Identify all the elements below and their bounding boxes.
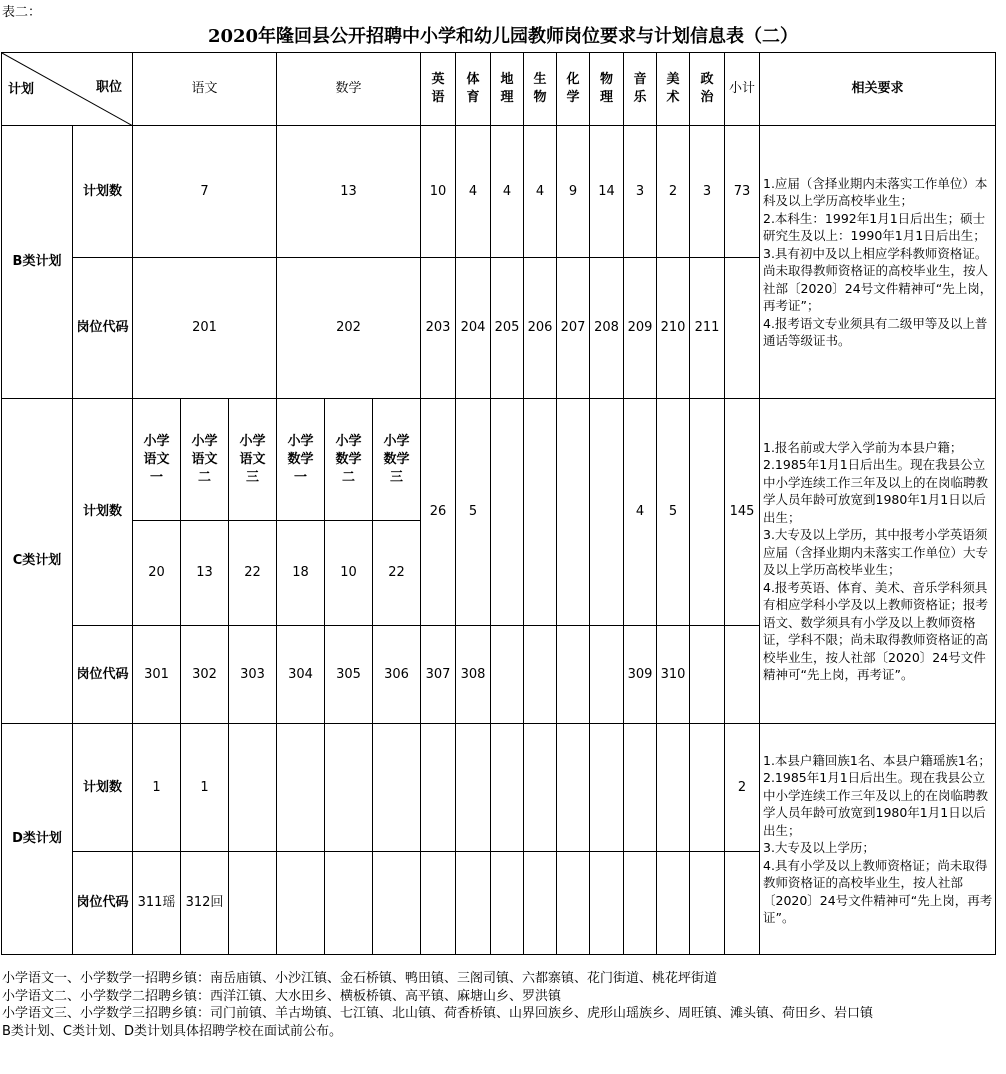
- footnote-1: 小学语文一、小学数学一招聘乡镇：南岳庙镇、小沙江镇、金石桥镇、鸭田镇、三阁司镇、六都寨镇、花门街道、桃花坪街道: [2, 971, 718, 986]
- c-code-politics: [690, 626, 725, 724]
- b-yuwen-count: 7: [133, 126, 277, 258]
- b-count-music: 3: [624, 126, 657, 258]
- c-subject-shuxue-3: 小学 数学 三: [373, 399, 421, 521]
- c-count-pe: 5: [456, 399, 491, 626]
- c-count-politics: [690, 399, 725, 626]
- b-count-chemistry: 9: [557, 126, 590, 258]
- c-count-shuxue-2: 10: [325, 521, 373, 626]
- d-req-4: 4.具有小学及以上教师资格证；尚未取得教师资格证的高校毕业生，按人社部〔2020〕24号文件精神可“先上岗，再考证”。: [763, 857, 993, 925]
- header-english: 英 语: [421, 53, 456, 126]
- footnote-3: 小学语文三、小学数学三招聘乡镇：司门前镇、羊古坳镇、七江镇、北山镇、荷香桥镇、山界回族乡、虎形山瑶族乡、周旺镇、滩头镇、荷田乡、岩口镇: [2, 1006, 874, 1021]
- c-code-pe: 308: [456, 626, 491, 724]
- b-subtotal: 73: [725, 126, 760, 258]
- header-biology: 生 物: [524, 53, 557, 126]
- c-code-chemistry: [557, 626, 590, 724]
- d-req-1: 1.本县户籍回族1名、本县户籍瑶族1名；: [763, 752, 991, 768]
- page-title: 2020年隆回县公开招聘中小学和幼儿园教师岗位要求与计划信息表（二）: [207, 26, 799, 47]
- d-req-3: 3.大专及以上学历；: [763, 840, 875, 855]
- c-subtotal: 145: [725, 399, 760, 626]
- header-subtotal: 小计: [725, 53, 760, 126]
- d-code-2: 312回: [181, 852, 229, 955]
- diagonal-header: [2, 53, 133, 126]
- b-code-geography: 205: [491, 258, 524, 399]
- b-code-chemistry: 207: [557, 258, 590, 399]
- b-plan-code-label: 岗位代码: [73, 258, 133, 399]
- header-yuwen: 语文: [133, 53, 277, 126]
- c-code-biology: [524, 626, 557, 724]
- b-code-pe: 204: [456, 258, 491, 399]
- c-count-yuwen-1: 20: [133, 521, 181, 626]
- b-count-physics: 14: [590, 126, 624, 258]
- b-req-2: 2.本科生：1992年1月1日后出生；硕士研究生及以上：1990年1月1日后出生；: [763, 210, 986, 243]
- b-code-biology: 206: [524, 258, 557, 399]
- b-code-physics: 208: [590, 258, 624, 399]
- c-code-shuxue-3: 306: [373, 626, 421, 724]
- header-row: [2, 53, 996, 126]
- c-code-english: 307: [421, 626, 456, 724]
- b-requirements: [760, 126, 996, 399]
- c-code-geography: [491, 626, 524, 724]
- c-subject-yuwen-1: 小学 语文 一: [133, 399, 181, 521]
- d-plan-code-label: 岗位代码: [73, 852, 133, 955]
- d-count-1: 1: [133, 724, 181, 852]
- footnotes: [2, 970, 1002, 1040]
- c-count-music: 4: [624, 399, 657, 626]
- b-shuxue-code: 202: [277, 258, 421, 399]
- c-count-yuwen-3: 22: [229, 521, 277, 626]
- c-count-yuwen-2: 13: [181, 521, 229, 626]
- header-politics: 政 治: [690, 53, 725, 126]
- b-plan-count-label: 计划数: [73, 126, 133, 258]
- d-subtotal: 2: [725, 724, 760, 852]
- d-plan-count-row: [2, 724, 996, 852]
- b-plan-label: B类计划: [2, 126, 73, 399]
- c-req-4: 4.报考英语、体育、美术、音乐学科须具有相应学科小学及以上教师资格证；报考语文、数学须具有小学及以上教师资格证，学科不限；尚未取得教师资格证的高校毕业生，按人社部〔2020〕24号文件精神可“先上岗，再考证”。: [763, 579, 989, 682]
- c-plan-count-label: 计划数: [73, 399, 133, 626]
- b-code-music: 209: [624, 258, 657, 399]
- header-post: 职位: [95, 80, 122, 95]
- c-subject-shuxue-2: 小学 数学 二: [325, 399, 373, 521]
- c-count-shuxue-3: 22: [373, 521, 421, 626]
- b-count-english: 10: [421, 126, 456, 258]
- d-req-2: 2.1985年1月1日后出生。现在我县公立中小学连续工作三年及以上的在岗临聘教学人员年龄可放宽到1980年1月1日以后出生；: [763, 770, 989, 838]
- c-code-art: 310: [657, 626, 690, 724]
- b-count-biology: 4: [524, 126, 557, 258]
- header-chemistry: 化 学: [557, 53, 590, 126]
- table-caption: 表二：: [2, 5, 42, 20]
- d-plan-label: D类计划: [2, 724, 73, 955]
- b-yuwen-code: 201: [133, 258, 277, 399]
- footnote-2: 小学语文二、小学数学二招聘乡镇：西洋江镇、大水田乡、横板桥镇、高平镇、麻塘山乡、罗洪镇: [2, 988, 562, 1004]
- footnote-4: B类计划、C类计划、D类计划具体招聘学校在面试前公布。: [2, 1023, 343, 1039]
- header-geography: 地 理: [491, 53, 524, 126]
- b-code-subtotal: [725, 258, 760, 399]
- b-count-geography: 4: [491, 126, 524, 258]
- b-req-1: 1.应届（含择业期内未落实工作单位）本科及以上学历高校毕业生；: [763, 175, 988, 208]
- c-req-1: 1.报名前或大学入学前为本县户籍；: [763, 439, 963, 455]
- b-req-4: 4.报考语文专业须具有二级甲等及以上普通话等级证书。: [763, 315, 988, 348]
- b-count-politics: 3: [690, 126, 725, 258]
- c-subject-yuwen-2: 小学 语文 二: [181, 399, 229, 521]
- d-requirements: [760, 724, 996, 955]
- c-req-3: 3.大专及以上学历，其中报考小学英语须应届（含择业期内未落实工作单位）大专及以上学历高校毕业生；: [763, 527, 989, 577]
- c-code-yuwen-1: 301: [133, 626, 181, 724]
- b-count-art: 2: [657, 126, 690, 258]
- c-count-biology: [524, 399, 557, 626]
- header-music: 音 乐: [624, 53, 657, 126]
- c-count-geography: [491, 399, 524, 626]
- c-code-shuxue-2: 305: [325, 626, 373, 724]
- header-art: 美 术: [657, 53, 690, 126]
- c-code-shuxue-1: 304: [277, 626, 325, 724]
- c-code-yuwen-2: 302: [181, 626, 229, 724]
- b-code-politics: 211: [690, 258, 725, 399]
- b-code-art: 210: [657, 258, 690, 399]
- c-code-music: 309: [624, 626, 657, 724]
- c-requirements: [760, 399, 996, 724]
- header-plan: 计划: [8, 82, 35, 97]
- c-count-physics: [590, 399, 624, 626]
- b-count-pe: 4: [456, 126, 491, 258]
- b-req-3: 3.具有初中及以上相应学科教师资格证。尚未取得教师资格证的高校毕业生，按人社部〔2020〕24号文件精神可“先上岗，再考证”；: [763, 245, 993, 313]
- c-count-chemistry: [557, 399, 590, 626]
- b-shuxue-count: 13: [277, 126, 421, 258]
- b-code-english: 203: [421, 258, 456, 399]
- c-subject-shuxue-1: 小学 数学 一: [277, 399, 325, 521]
- b-plan-count-row: [2, 126, 996, 258]
- c-code-yuwen-3: 303: [229, 626, 277, 724]
- header-shuxue: 数学: [277, 53, 421, 126]
- c-plan-label: C类计划: [2, 399, 73, 724]
- recruitment-table: [1, 52, 996, 955]
- c-code-subtotal: [725, 626, 760, 724]
- c-req-2: 2.1985年1月1日后出生。现在我县公立中小学连续工作三年及以上的在岗临聘教学人员年龄可放宽到1980年1月1日以后出生；: [763, 457, 989, 525]
- header-physics: 物 理: [590, 53, 624, 126]
- c-count-shuxue-1: 18: [277, 521, 325, 626]
- header-requirements: 相关要求: [760, 53, 996, 126]
- c-plan-code-label: 岗位代码: [73, 626, 133, 724]
- d-plan-count-label: 计划数: [73, 724, 133, 852]
- c-code-physics: [590, 626, 624, 724]
- c-subject-yuwen-3: 小学 语文 三: [229, 399, 277, 521]
- d-count-2: 1: [181, 724, 229, 852]
- c-plan-name-row: [2, 399, 996, 521]
- header-pe: 体 育: [456, 53, 491, 126]
- d-code-1: 311瑶: [133, 852, 181, 955]
- c-count-art: 5: [657, 399, 690, 626]
- c-count-english: 26: [421, 399, 456, 626]
